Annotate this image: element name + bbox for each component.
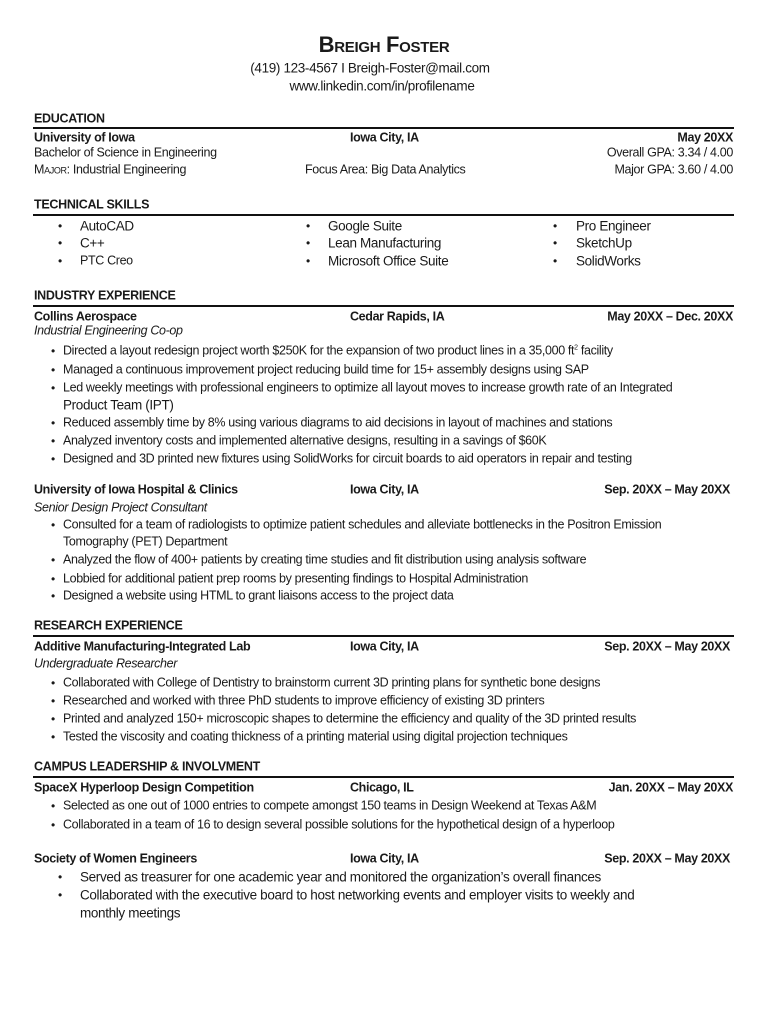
- school-name: University of Iowa: [34, 130, 135, 145]
- bullet-text: Analyzed the flow of 400+ patients by creating time studies and fit distribution using analysis software: [63, 552, 587, 567]
- activity-date: Sep. 20XX – May 20XX: [604, 851, 730, 866]
- bullet-icon: •: [51, 694, 56, 708]
- bullet-text: Collaborated with the executive board to host networking events and employer visits to weekly and: [80, 887, 635, 903]
- bullet-text: Led weekly meetings with professional engineers to optimize all layout moves to increase growth rate of an Integrated: [63, 380, 673, 395]
- skill-item: SketchUp: [576, 235, 632, 251]
- bullet-text: Collaborated in a team of 16 to design several possible solutions for the hypothetical design of a hyperloop: [63, 817, 615, 832]
- bullet-icon: •: [51, 434, 56, 448]
- job-org: Collins Aerospace: [34, 309, 137, 324]
- bullet-text: Managed a continuous improvement project reducing build time for 15+ assembly designs using SAP: [63, 362, 589, 377]
- divider: [33, 127, 734, 129]
- divider: [33, 776, 734, 778]
- bullet-text: Printed and analyzed 150+ microscopic shapes to determine the efficiency and quality of the 3D printed results: [63, 711, 637, 726]
- superscript: 2: [574, 344, 578, 352]
- divider: [33, 214, 734, 216]
- bullet-text-cont: Tomography (PET) Department: [63, 534, 228, 549]
- bullet-icon: •: [58, 236, 63, 250]
- focus-area: Focus Area: Big Data Analytics: [305, 162, 466, 177]
- resume-name: Breigh Foster: [318, 32, 450, 57]
- bullet-text: Selected as one out of 1000 entries to compete amongst 150 teams in Design Weekend at Texas A&M: [63, 798, 597, 813]
- bullet-text-cont: monthly meetings: [80, 905, 181, 921]
- lab-location: Iowa City, IA: [350, 639, 419, 654]
- bullet-icon: •: [51, 799, 56, 813]
- skill-item: SolidWorks: [576, 253, 641, 269]
- bullet-icon: •: [51, 553, 56, 567]
- job-date: May 20XX – Dec. 20XX: [607, 309, 733, 324]
- contact-line: (419) 123-4567 I Breigh-Foster@mail.com: [250, 60, 490, 76]
- activity-date: Jan. 20XX – May 20XX: [608, 780, 733, 795]
- degree: Bachelor of Science in Engineering: [34, 145, 217, 160]
- section-heading-education: EDUCATION: [34, 111, 105, 126]
- bullet-icon: •: [306, 219, 311, 233]
- bullet-text: Lobbied for additional patient prep rooms by presenting findings to Hospital Administration: [63, 571, 528, 586]
- bullet-icon: •: [51, 572, 56, 586]
- skill-item: Microsoft Office Suite: [328, 253, 449, 269]
- overall-gpa: Overall GPA: 3.34 / 4.00: [606, 145, 733, 160]
- bullet-icon: •: [58, 888, 63, 902]
- bullet-icon: •: [306, 254, 311, 268]
- bullet-icon: •: [51, 416, 56, 430]
- major-gpa: Major GPA: 3.60 / 4.00: [614, 162, 733, 177]
- bullet-text: Analyzed inventory costs and implemented alternative designs, resulting in a savings of $60K: [63, 433, 547, 448]
- divider: [33, 305, 734, 307]
- bullet-icon: •: [58, 219, 63, 233]
- bullet-icon: •: [553, 236, 558, 250]
- section-heading-skills: TECHNICAL SKILLS: [34, 197, 150, 212]
- research-role: Undergraduate Researcher: [34, 656, 178, 671]
- major-value: : Industrial Engineering: [66, 162, 187, 177]
- bullet-text: Served as treasurer for one academic year and monitored the organization’s overall finances: [80, 869, 601, 885]
- activity-org: SpaceX Hyperloop Design Competition: [34, 780, 254, 795]
- lab-name: Additive Manufacturing-Integrated Lab: [34, 639, 251, 654]
- bullet-icon: •: [51, 452, 56, 466]
- job-location: Iowa City, IA: [350, 482, 419, 497]
- activity-location: Iowa City, IA: [350, 851, 419, 866]
- activity-org: Society of Women Engineers: [34, 851, 197, 866]
- divider: [33, 635, 734, 637]
- job-location: Cedar Rapids, IA: [350, 309, 445, 324]
- job-org: University of Iowa Hospital & Clinics: [34, 482, 238, 497]
- bullet-text: Collaborated with College of Dentistry to brainstorm current 3D printing plans for synthetic bone designs: [63, 675, 601, 690]
- lab-date: Sep. 20XX – May 20XX: [604, 639, 730, 654]
- bullet-icon: •: [51, 712, 56, 726]
- major-label: Major: [34, 162, 67, 177]
- bullet-text: Reduced assembly time by 8% using various diagrams to aid decisions in layout of machines and stations: [63, 415, 613, 430]
- bullet-icon: •: [51, 363, 56, 377]
- bullet-icon: •: [553, 254, 558, 268]
- skill-item: AutoCAD: [80, 218, 134, 234]
- school-location: Iowa City, IA: [350, 130, 419, 145]
- bullet-text: Consulted for a team of radiologists to optimize patient schedules and alleviate bottlenecks in the Positron Emission: [63, 517, 662, 532]
- job-role: Industrial Engineering Co-op: [34, 323, 183, 338]
- bullet-text-cont: Product Team (IPT): [63, 397, 174, 413]
- bullet-text: Tested the viscosity and coating thickness of a printing material using digital projection techniques: [63, 729, 568, 744]
- bullet-text-part: Directed a layout redesign project worth $250K for the expansion of two product lines in a 35,000 ft: [63, 343, 575, 358]
- bullet-icon: •: [51, 344, 56, 358]
- bullet-icon: •: [51, 676, 56, 690]
- skill-item: Pro Engineer: [576, 218, 651, 234]
- bullet-icon: •: [51, 518, 56, 532]
- major: [34, 163, 186, 178]
- bullet-icon: •: [51, 589, 56, 603]
- section-heading-industry: INDUSTRY EXPERIENCE: [34, 288, 176, 303]
- job-role: Senior Design Project Consultant: [34, 500, 207, 515]
- graduation-date: May 20XX: [677, 130, 733, 145]
- bullet-text: [63, 344, 613, 359]
- section-heading-research: RESEARCH EXPERIENCE: [34, 618, 183, 633]
- bullet-icon: •: [51, 818, 56, 832]
- bullet-icon: •: [51, 730, 56, 744]
- skill-item: Lean Manufacturing: [328, 235, 442, 251]
- bullet-text: Designed a website using HTML to grant liaisons access to the project data: [63, 588, 454, 603]
- bullet-text: Designed and 3D printed new fixtures using SolidWorks for circuit boards to aid operators in repair and testing: [63, 451, 632, 466]
- bullet-icon: •: [553, 219, 558, 233]
- bullet-icon: •: [58, 870, 63, 884]
- linkedin-link[interactable]: www.linkedin.com/in/profilename: [289, 78, 475, 94]
- job-date: Sep. 20XX – May 20XX: [604, 482, 730, 497]
- bullet-text-part: facility: [577, 343, 613, 358]
- skill-item: C++: [80, 235, 105, 251]
- bullet-icon: •: [51, 381, 56, 395]
- bullet-icon: •: [58, 254, 63, 268]
- skill-item: PTC Creo: [80, 253, 133, 268]
- section-heading-campus: CAMPUS LEADERSHIP & INVOLVMENT: [34, 759, 260, 774]
- bullet-text: Researched and worked with three PhD students to improve efficiency of existing 3D printers: [63, 693, 545, 708]
- bullet-icon: •: [306, 236, 311, 250]
- skill-item: Google Suite: [328, 218, 402, 234]
- activity-location: Chicago, IL: [350, 780, 414, 795]
